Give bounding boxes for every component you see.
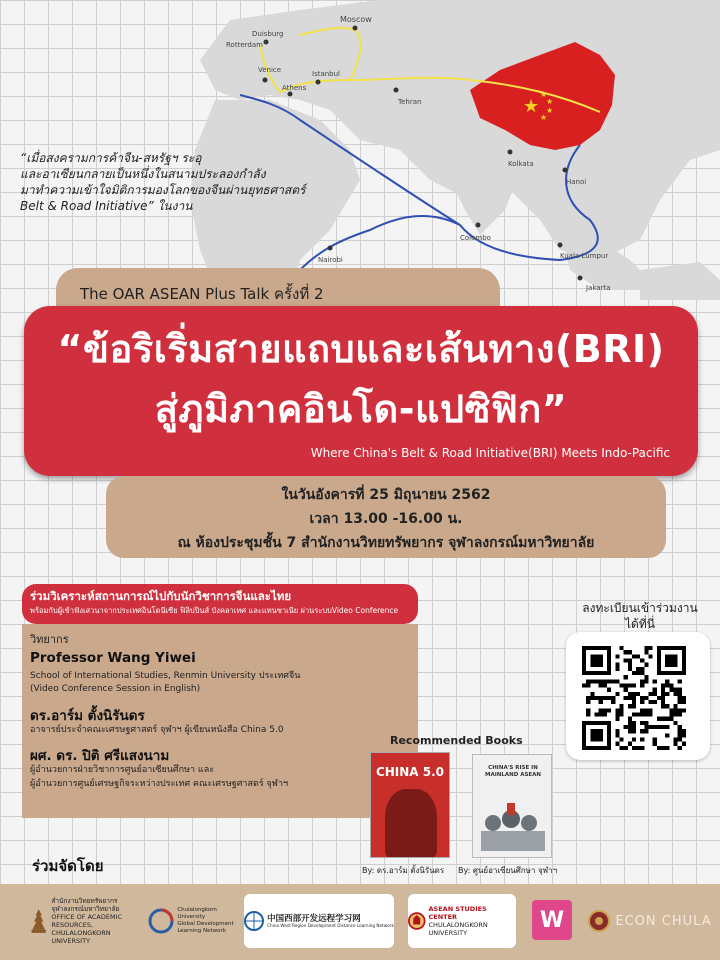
intro-line-1: “เมื่อสงครามการค้าจีน-สหรัฐฯ ระอุ (20, 151, 202, 165)
logo-4-line-1: ASEAN STUDIES CENTER (428, 905, 487, 921)
registration-line-1: ลงทะเบียนเข้าร่วมงาน (582, 601, 698, 615)
city-label-colombo: Colombo (460, 234, 491, 242)
speaker-1-info-1: School of International Studies, Renmin University ประเทศจีน (30, 671, 301, 681)
speaker-3-info-1: ผู้อำนวยการฝ่ายวิชาการศูนย์อาเซียนศึกษา และ (30, 765, 215, 775)
china-star-small-1: ★ (540, 90, 548, 99)
organizers-label: ร่วมจัดโดย (32, 857, 104, 875)
city-dot-colombo (476, 223, 481, 228)
city-label-hanoi: Hanoi (566, 178, 587, 186)
logo-3-line-1: 中国西部开发远程学习网 (267, 913, 361, 924)
logo-w-faculty (532, 900, 572, 940)
gdln-swirl-icon (148, 908, 174, 934)
book-1-cover-title: CHINA 5.0 (375, 765, 445, 779)
logo-4-line-2: CHULALONGKORN UNIVERSITY (428, 921, 488, 937)
logo-1-line-2: จุฬาลงกรณ์มหาวิทยาลัย (51, 905, 120, 913)
speaker-3-info-2: ผู้อำนวยการศูนย์เศรษฐกิจระหว่างประเทศ คณะเศรษฐศาสตร์ จุฬาฯ (30, 779, 289, 789)
book-2-cover-title: CHINA'S RISE IN MAINLAND ASEAN (484, 765, 542, 778)
logo-2-line-2: University (177, 914, 206, 920)
city-label-kuala-lumpur: Kuala Lumpur (560, 252, 609, 260)
speakers-label: วิทยากร (30, 633, 69, 646)
registration-line-2: ได้ที่นี่ (625, 617, 655, 631)
city-dot-kolkata (508, 150, 513, 155)
logo-office-academic-resources (30, 894, 142, 948)
city-label-rotterdam: Rotterdam (226, 41, 263, 49)
city-label-athens: Athens (282, 84, 307, 92)
china-star-small-4: ★ (540, 113, 548, 122)
speaker-1-name: Professor Wang Yiwei (30, 650, 196, 666)
logo-5-mark: W (539, 907, 565, 933)
speaker-2-info-1: อาจารย์ประจำคณะเศรษฐศาสตร์ จุฬาฯ ผู้เขียนหนังสือ China 5.0 (30, 725, 284, 735)
intro-line-2: และอาเซียนกลายเป็นหนึ่งในสนามประลองกำลัง (20, 167, 266, 181)
city-label-duisburg: Duisburg (252, 30, 284, 38)
city-dot-kuala-lumpur (558, 243, 563, 248)
registration-qr-code[interactable] (582, 646, 686, 750)
china-star-small-2: ★ (546, 97, 554, 106)
logo-econ-chula (588, 894, 712, 948)
logo-asean-studies-center (408, 894, 516, 948)
city-label-tehran: Tehran (398, 98, 422, 106)
map-landmass-australia (640, 262, 720, 300)
book-cover-chinas-rise[interactable] (472, 754, 552, 858)
discussion-subtitle: พร้อมกับผู้เข้าฟังเสวนาจากประเทศอินโดนีเซีย ฟิลิปปินส์ บังคลาเทศ และแทนซาเนีย ผ่านระบบVideo Conference (30, 606, 399, 615)
series-label: The OAR ASEAN Plus Talk ครั้งที่ 2 (80, 285, 324, 303)
logo-1-line-1: สำนักงานวิทยทรัพยากร (51, 897, 118, 905)
book-2-author: By: ศูนย์อาเซียนศึกษา จุฬาฯ (458, 866, 558, 875)
logo-china-west-dlc (244, 894, 394, 948)
book-2-illustration (481, 801, 545, 851)
city-dot-nairobi (328, 246, 333, 251)
event-time: เวลา 13.00 -16.00 น. (309, 511, 463, 527)
event-venue: ณ ห้องประชุมชั้น 7 สำนักงานวิทยทรัพยากร จุฬาลงกรณ์มหาวิทยาลัย (177, 535, 595, 551)
city-dot-istanbul (316, 80, 321, 85)
logo-1-line-3: OFFICE OF ACADEMIC RESOURCES, (51, 913, 123, 929)
intro-line-3: มาทำความเข้าใจมิติการมองโลกของจีนผ่านยุทธศาสตร์ (20, 183, 306, 197)
china-star-small-3: ★ (546, 106, 554, 115)
city-label-nairobi: Nairobi (318, 256, 343, 264)
logo-6-text: ECON CHULA (615, 913, 712, 929)
speaker-2-name: ดร.อาร์ม ตั้งนิรันดร (30, 708, 145, 724)
logo-3-line-2: China West Region Development Distance Learning Network (267, 922, 394, 928)
city-dot-hanoi (563, 168, 568, 173)
intro-line-4: Belt & Road Initiative” ในงาน (20, 199, 193, 213)
logo-global-development-learning-network (148, 894, 234, 948)
event-title-line-2: สู่ภูมิภาคอินโด-แปซิฟิก” (154, 387, 568, 431)
city-dot-moscow (353, 26, 358, 31)
event-date: ในวันอังคารที่ 25 มิถุนายน 2562 (281, 487, 491, 503)
city-dot-jakarta (578, 276, 583, 281)
china-west-globe-icon (244, 911, 264, 931)
chula-emblem-icon (30, 906, 47, 936)
city-dot-duisburg (264, 40, 269, 45)
econ-seal-icon (588, 910, 610, 932)
logo-1-line-4: CHULALONGKORN UNIVERSITY (51, 929, 111, 945)
event-title-line-1: “ข้อริเริ่มสายแถบและเส้นทาง(BRI) (57, 327, 665, 371)
book-1-portrait (385, 789, 437, 858)
intro-quote (20, 150, 320, 214)
logo-2-line-4: Learning Network (177, 928, 226, 934)
speaker-1-info-2: (Video Conference Session in English) (30, 684, 201, 694)
city-label-venice: Venice (258, 66, 282, 74)
recommended-books-label: Recommended Books (390, 734, 523, 747)
city-label-jakarta: Jakarta (586, 284, 611, 292)
city-dot-tehran (394, 88, 399, 93)
book-1-author: By: ดร.อาร์ม ตั้งนิรันดร (362, 866, 445, 875)
event-subtitle: Where China's Belt & Road Initiative(BRI) Meets Indo-Pacific (310, 446, 670, 460)
city-dot-venice (263, 78, 268, 83)
speaker-3-name: ผศ. ดร. ปิติ ศรีแสงนาม (30, 748, 170, 764)
logo-2-line-1: Chulalongkorn (177, 907, 217, 913)
book-cover-china-5[interactable] (370, 752, 450, 858)
city-label-moscow: Moscow (340, 15, 372, 24)
discussion-title: ร่วมวิเคราะห์สถานการณ์ไปกับนักวิชาการจีนและไทย (30, 589, 292, 603)
city-dot-athens (288, 92, 293, 97)
asean-emblem-icon (408, 910, 426, 932)
logo-2-line-3: Global Development (177, 921, 234, 927)
registration-text (560, 600, 720, 632)
city-label-istanbul: Istanbul (312, 70, 341, 78)
city-label-kolkata: Kolkata (508, 160, 534, 168)
china-star-big: ★ (523, 96, 540, 117)
